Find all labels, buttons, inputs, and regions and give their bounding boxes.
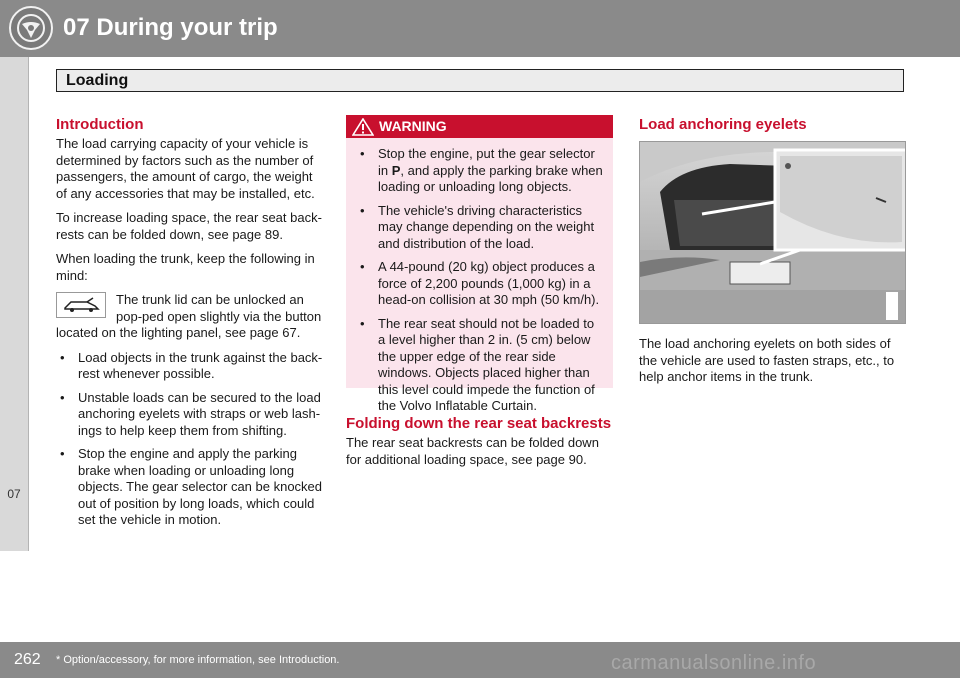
intro-bullet-list: [56, 350, 323, 529]
list-item: • Load objects in the trunk against the back-rest whenever possible.: [56, 350, 323, 383]
intro-paragraph: To increase loading space, the rear seat back-rests can be folded down, see page 89.: [56, 210, 322, 242]
intro-paragraph: The load carrying capacity of your vehicle is determined by factors such as the number of passengers, the amount of cargo, the weight of any accessories that may be installed, etc.: [56, 136, 315, 201]
chapter-number: 07: [7, 487, 21, 501]
anchoring-column: [639, 115, 907, 386]
warning-label: WARNING: [379, 118, 447, 134]
list-item: • The vehicle's driving characteristics may change depending on the weight and distribution of the load.: [356, 203, 603, 253]
anchoring-heading: Load anchoring eyelets: [639, 116, 807, 133]
folding-section: [346, 414, 613, 468]
page-header: [0, 0, 960, 57]
list-item: • The rear seat should not be loaded to a level higher than 2 in. (5 cm) below the upper edge of the rear side windows. Objects placed higher than this level could impede the function of the Volvo Inflatable Curtain.: [356, 316, 603, 415]
section-title: Loading: [66, 72, 129, 89]
watermark: carmanualsonline.info: [611, 652, 817, 674]
warning-header: [346, 115, 613, 138]
warning-text: , and apply the parking brake when loading or unloading long objects.: [378, 162, 603, 194]
trunk-photo: [639, 141, 906, 324]
anchoring-caption: The load anchoring eyelets on both sides of the vehicle are used to fasten straps, etc., to help anchor items in the trunk.: [639, 336, 895, 384]
warning-column: [346, 115, 613, 476]
trunk-lid-icon: [56, 292, 106, 318]
list-item: [356, 146, 603, 196]
folding-text: The rear seat backrests can be folded down for additional loading space, see page 90.: [346, 435, 599, 467]
chapter-side-tab: [0, 57, 29, 551]
intro-column: [56, 115, 323, 536]
page-footer: [0, 642, 960, 678]
trunk-note-text: The trunk lid can be unlocked an pop-ped open slightly via the button located on the lighting panel, see page 67.: [56, 292, 322, 340]
gear-position-p: P: [391, 162, 401, 178]
trunk-note: [56, 292, 323, 342]
intro-heading: Introduction: [56, 116, 144, 133]
list-item: • Unstable loads can be secured to the load anchoring eyelets with straps or web lash-ings to help keep them from shifting.: [56, 390, 323, 440]
folding-heading: Folding down the rear seat backrests: [346, 415, 612, 432]
list-item: • A 44-pound (20 kg) object produces a force of 2,200 pounds (1,000 kg) in a head-on collision at 30 mph (50 km/h).: [356, 259, 603, 309]
footnote: * Option/accessory, for more information, see Introduction.: [56, 654, 340, 666]
page-number: 262: [14, 651, 41, 668]
section-bar: [56, 69, 904, 92]
intro-paragraph: When loading the trunk, keep the following in mind:: [56, 251, 315, 283]
warning-text: Stop the engine, put the gear selector in: [378, 146, 595, 178]
warning-list: [346, 138, 613, 415]
chapter-title: 07 During your trip: [63, 14, 278, 41]
warning-triangle-icon: [352, 118, 374, 136]
list-item: • Stop the engine and apply the parking brake when loading or unloading long objects. The gear selector can be knocked out of position by long loads, which could set the vehicle in motion.: [56, 446, 323, 529]
steering-wheel-icon: [9, 6, 53, 50]
warning-box: [346, 115, 613, 413]
